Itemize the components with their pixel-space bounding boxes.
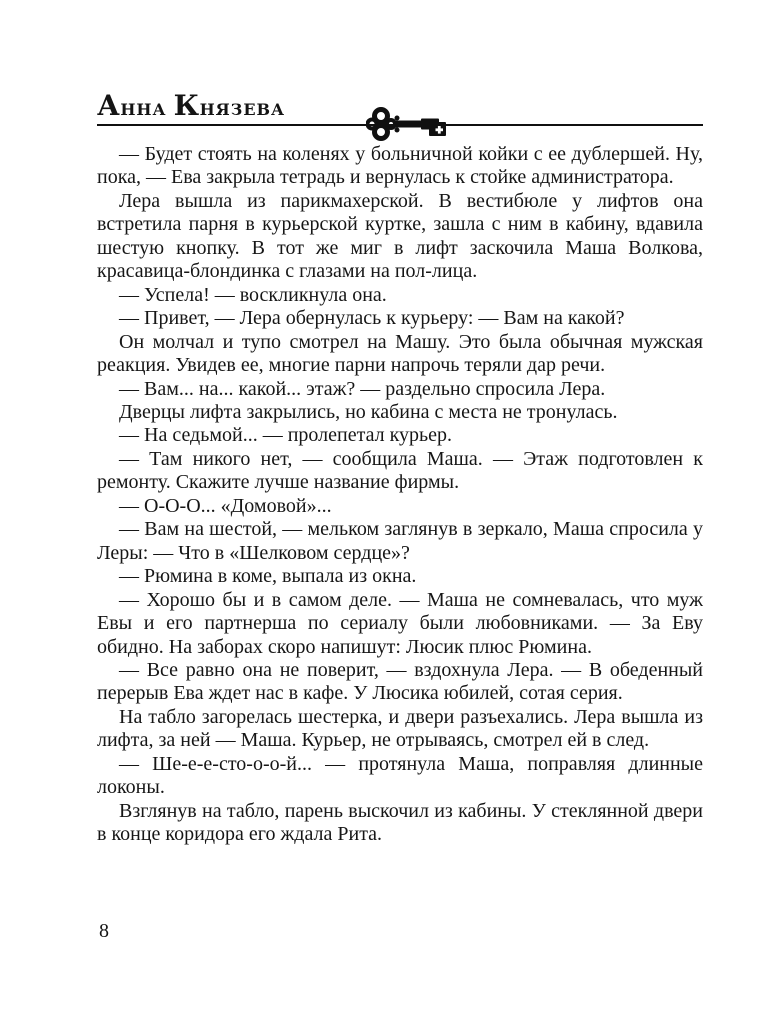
body-text — [97, 143, 703, 847]
author-name — [97, 89, 286, 122]
author-last-initial: К — [173, 89, 200, 122]
paragraph: — Вам на шестой, — мельком заглянув в зеркало, Маша спросила у Леры: — Что в «Шелковом сердце»? — [97, 518, 703, 564]
paragraph: — О-О-О... «Домовой»... — [119, 494, 332, 517]
author-first-initial: А — [97, 89, 121, 122]
paragraph: Взглянув на табло, парень выскочил из кабины. У стеклянной двери в конце коридора его ждала Рита. — [97, 799, 703, 846]
page-number: 8 — [99, 920, 109, 942]
key-icon — [366, 106, 452, 142]
paragraph: — Хорошо бы и в самом деле. — Маша не сомневалась, что муж Евы и его партнерша по сериалу были любовниками. — За Еву обидно. На заборах скоро напишут: Люсик плюс Рюмина. — [97, 588, 703, 658]
paragraph: — Успела! — воскликнула она. — [119, 283, 387, 306]
paragraph: Он молчал и тупо смотрел на Машу. Это была обычная мужская реакция. Увидев ее, многие парни напрочь теряли дар речи. — [97, 330, 703, 377]
author-first-rest: ННА — [120, 100, 167, 119]
paragraph: — Все равно она не поверит, — вздохнула Лера. — В обеденный перерыв Ева ждет нас в кафе. У Люсика юбилей, сотая серия. — [97, 658, 703, 705]
author-last-rest: НЯЗЕВА — [199, 100, 286, 119]
paragraph: Дверцы лифта закрылись, но кабина с места не тронулась. — [119, 400, 618, 423]
paragraph: На табло загорелась шестерка, и двери разъехались. Лера вышла из лифта, за ней — Маша. Курьер, не отрываясь, смотрел ей в след. — [97, 705, 703, 752]
paragraph: — Вам... на... какой... этаж? — раздельно спросила Лера. — [119, 377, 606, 400]
paragraph: Лера вышла из парикмахерской. В вестибюле у лифтов она встретила парня в курьерской куртке, зашла с ним в кабину, вдавила шестую кнопку. В тот же миг в лифт заскочила Маша Волкова, красавица-блондинка с глазами на пол-лица. — [97, 189, 703, 283]
paragraph: — На седьмой... — пролепетал курьер. — [119, 424, 453, 447]
paragraph: — Будет стоять на коленях у больничной койки с ее дублершей. Ну, пока, — Ева закрыла тетрадь и вернулась к стойке администратора. — [97, 143, 703, 189]
paragraph: — Ше-е-е-сто-о-о-й... — протянула Маша, поправляя длинные локоны. — [97, 752, 703, 799]
paragraph: — Рюмина в коме, выпала из окна. — [119, 565, 417, 588]
paragraph: — Привет, — Лера обернулась к курьеру: — Вам на какой? — [119, 307, 625, 330]
paragraph: — Там никого нет, — сообщила Маша. — Этаж подготовлен к ремонту. Скажите лучше название фирмы. — [97, 447, 703, 494]
